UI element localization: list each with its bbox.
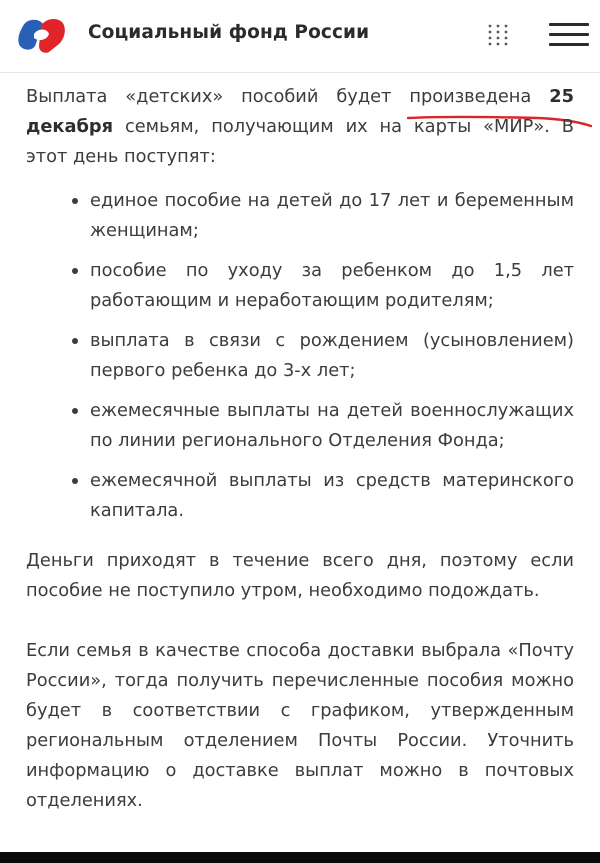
list-item: пособие по уходу за ребенком до 1,5 лет работающим и неработающим родителям; — [90, 256, 574, 316]
site-header — [0, 0, 600, 73]
article-content — [26, 82, 574, 816]
benefits-list — [26, 186, 574, 526]
grid-dots-icon[interactable] — [483, 20, 513, 50]
intro-paragraph — [26, 82, 574, 172]
paragraph-timing: Деньги приходят в течение всего дня, поэтому если пособие не поступило утром, необходимо подождать. — [26, 550, 574, 601]
underlined-word: произведена — [409, 86, 532, 107]
paragraph-post-delivery: Если семья в качестве способа доставки выбрала «Почту России», тогда получить перечисленные пособия можно будет в соответствии с графиком, утвержденным региональным отделением Почты России. Уточнить информацию о доставке выплат можно в почтовых отделениях. — [26, 640, 574, 811]
bottom-bar — [0, 852, 600, 863]
list-item: единое пособие на детей до 17 лет и беременным женщинам; — [90, 186, 574, 246]
list-item: ежемесячной выплаты из средств материнского капитала. — [90, 466, 574, 526]
list-item: ежемесячные выплаты на детей военнослужащих по линии регионального Отделения Фонда; — [90, 396, 574, 456]
intro-text-start: Выплата «детских» пособий будет — [26, 86, 410, 107]
site-title[interactable]: Социальный фонд России — [88, 22, 370, 43]
hamburger-menu-icon[interactable] — [549, 21, 591, 49]
sfr-logo-icon[interactable] — [17, 16, 67, 54]
list-item: выплата в связи с рождением (усыновлением) первого ребенка до 3-х лет; — [90, 326, 574, 386]
payment-date: 25 декабря — [26, 86, 575, 137]
intro-text-end: семьям, получающим их на карты «МИР». В этот день поступят: — [26, 116, 574, 167]
